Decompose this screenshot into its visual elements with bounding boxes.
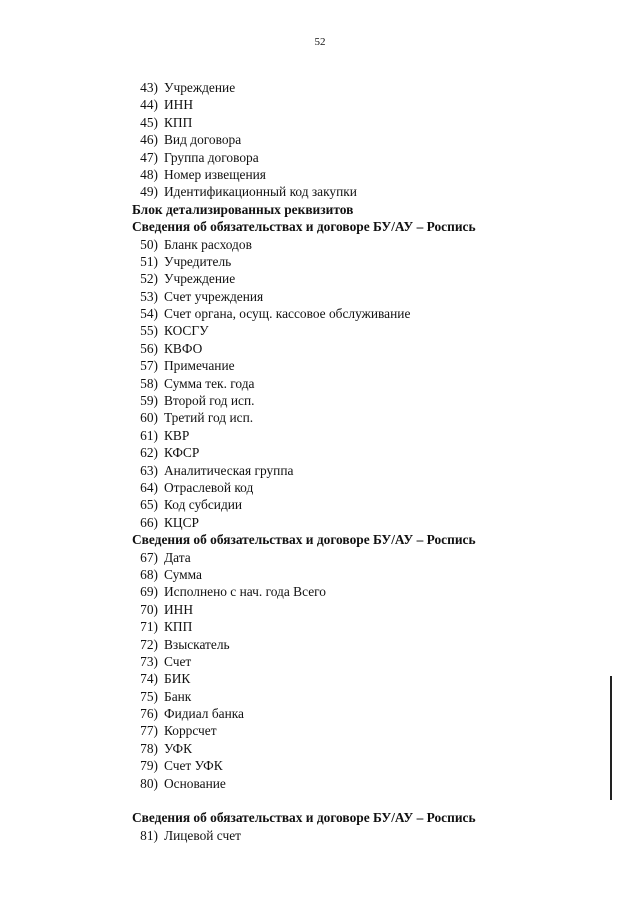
list-item-text: Учреждение [164, 271, 236, 287]
list-item-number: 43) [140, 80, 158, 95]
list-item-number: 77) [140, 723, 158, 739]
list-item-number: 75) [140, 688, 158, 704]
list-item-text: Счет органа, осущ. кассовое обслуживание [164, 306, 411, 322]
list-item-number: 56) [140, 340, 158, 356]
list-item-text: КПП [164, 114, 193, 130]
list-item-text: УФК [164, 740, 192, 756]
list-item-text: КПП [164, 619, 193, 635]
list-item-number: 73) [140, 653, 158, 669]
list-item-text: Код субсидии [164, 497, 243, 513]
list-item [132, 340, 612, 357]
list-item-text: Учредитель [164, 253, 232, 269]
list-item-text: Идентификационный код закупки [164, 184, 357, 200]
list-item [132, 775, 612, 792]
list-item-text: Фидиал банка [164, 706, 244, 722]
list-item-number: 55) [140, 323, 158, 339]
list-item [132, 479, 612, 496]
list-item-number: 78) [140, 740, 158, 756]
list-item-text: ИНН [164, 601, 194, 617]
list-item-text: Банк [164, 688, 192, 704]
list-item [132, 601, 612, 618]
list-item-number: 59) [140, 393, 158, 409]
list-item-text: Второй год исп. [164, 393, 255, 409]
list-item-number: 76) [140, 706, 158, 722]
section-heading: Блок детализированных реквизитов [132, 201, 354, 217]
list-item-number: 46) [140, 132, 158, 148]
list-item-number: 61) [140, 427, 158, 443]
page-number: 52 [314, 36, 326, 48]
list-item-number: 45) [140, 114, 158, 130]
list-item-number: 50) [140, 236, 158, 252]
list-item [132, 322, 612, 339]
list-item [132, 566, 612, 583]
list-item [132, 670, 612, 687]
document-body [132, 79, 612, 844]
list-item [132, 253, 612, 270]
list-item-text: Примечание [164, 358, 235, 374]
list-item [132, 688, 612, 705]
list-item-number: 58) [140, 375, 158, 391]
list-item-number: 71) [140, 619, 158, 635]
list-item-text: Аналитическая группа [164, 462, 294, 478]
list-item [132, 392, 612, 409]
list-item-text: КФСР [164, 445, 200, 461]
list-item-number: 52) [140, 271, 158, 287]
list-item-number: 65) [140, 497, 158, 513]
list-item-number: 68) [140, 566, 158, 582]
list-item-number: 57) [140, 358, 158, 374]
list-item [132, 653, 612, 670]
list-item-number: 64) [140, 479, 158, 495]
list-item-number: 67) [140, 549, 158, 565]
list-item-text: Вид договора [164, 132, 242, 148]
list-item [132, 827, 612, 844]
list-item-text: Номер извещения [164, 166, 266, 182]
section-heading: Сведения об обязательствах и договоре БУ/АУ – Роспись [132, 810, 476, 826]
list-item [132, 183, 612, 200]
list-item-text: Счет УФК [164, 758, 223, 774]
list-item-text: Дата [164, 549, 191, 565]
list-item-text: Коррсчет [164, 723, 217, 739]
blank-line [132, 792, 612, 809]
list-item-number: 70) [140, 601, 158, 617]
list-item-text: Бланк расходов [164, 236, 252, 252]
list-item-text: Взыскатель [164, 636, 230, 652]
list-item-text: КВФО [164, 340, 203, 356]
list-item [132, 496, 612, 513]
list-item-text: КОСГУ [164, 323, 209, 339]
list-item [132, 236, 612, 253]
list-item [132, 149, 612, 166]
list-item-text: Счет учреждения [164, 288, 264, 304]
list-item-number: 51) [140, 253, 158, 269]
list-item-number: 47) [140, 149, 158, 165]
section-heading: Сведения об обязательствах и договоре БУ/АУ – Роспись [132, 532, 476, 548]
list-item [132, 270, 612, 287]
list-item-number: 74) [140, 671, 158, 687]
list-item [132, 357, 612, 374]
list-item-text: Исполнено с нач. года Всего [164, 584, 327, 600]
list-item-number: 66) [140, 514, 158, 530]
list-item-number: 79) [140, 758, 158, 774]
list-item-text: БИК [164, 671, 191, 687]
list-item [132, 305, 612, 322]
list-item [132, 636, 612, 653]
list-item-text: Основание [164, 775, 226, 791]
list-item [132, 514, 612, 531]
list-item-number: 49) [140, 184, 158, 200]
list-item-number: 48) [140, 166, 158, 182]
list-item-text: КВР [164, 427, 190, 443]
list-item [132, 757, 612, 774]
list-item-number: 69) [140, 584, 158, 600]
list-item [132, 549, 612, 566]
list-item-text: Отраслевой код [164, 479, 254, 495]
list-item [132, 618, 612, 635]
list-item-number: 81) [140, 827, 158, 843]
list-item-text: Сумма тек. года [164, 375, 255, 391]
list-item-text: Группа договора [164, 149, 259, 165]
list-item-text: Третий год исп. [164, 410, 254, 426]
list-item [132, 166, 612, 183]
list-item [132, 462, 612, 479]
list-item-number: 63) [140, 462, 158, 478]
list-item-number: 72) [140, 636, 158, 652]
list-item-number: 80) [140, 775, 158, 791]
list-item [132, 409, 612, 426]
list-item [132, 722, 612, 739]
list-item-number: 62) [140, 445, 158, 461]
margin-scan-mark [610, 676, 612, 800]
list-item-text: ИНН [164, 97, 194, 113]
list-item [132, 740, 612, 757]
list-item-text: Лицевой счет [164, 827, 242, 843]
list-item-text: Счет [164, 653, 192, 669]
section-heading: Сведения об обязательствах и договоре БУ/АУ – Роспись [132, 219, 476, 235]
list-item-number: 44) [140, 97, 158, 113]
list-item [132, 583, 612, 600]
list-item [132, 114, 612, 131]
list-item [132, 375, 612, 392]
list-item-text: Учреждение [164, 80, 236, 95]
list-item [132, 288, 612, 305]
list-item [132, 427, 612, 444]
list-item-number: 54) [140, 306, 158, 322]
list-item-text: Сумма [164, 566, 202, 582]
list-item [132, 79, 612, 96]
list-item [132, 131, 612, 148]
list-item-text: КЦСР [164, 514, 199, 530]
list-item-number: 53) [140, 288, 158, 304]
list-item-number: 60) [140, 410, 158, 426]
list-item [132, 705, 612, 722]
list-item [132, 444, 612, 461]
list-item [132, 96, 612, 113]
